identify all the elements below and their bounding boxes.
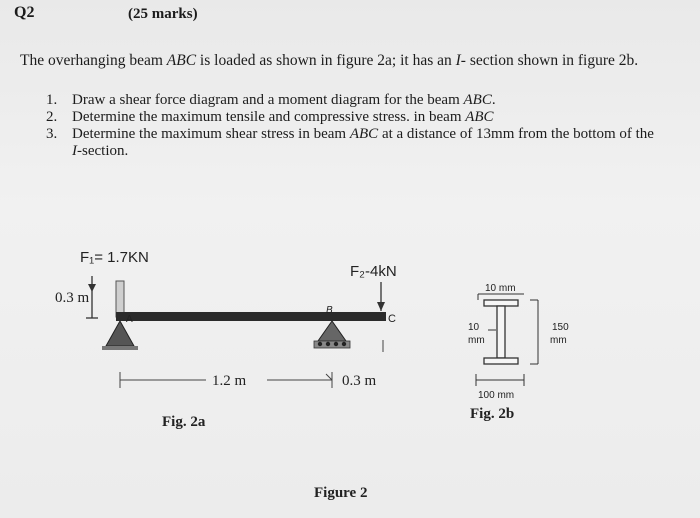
bottom-flange xyxy=(484,358,518,364)
figure-caption: Figure 2 xyxy=(314,485,368,501)
marks-label: (25 marks) xyxy=(128,6,198,22)
fig-2a xyxy=(55,249,397,430)
height-label: 150 xyxy=(552,322,569,333)
point-a-label: A xyxy=(126,314,133,325)
ground-a-icon xyxy=(102,346,138,350)
f1-label: F₁= 1.7KN xyxy=(80,249,149,266)
offset-label: 0.3 m xyxy=(55,290,90,306)
web-thickness-unit: mm xyxy=(468,335,485,346)
question-intro: The overhanging beam ABC is loaded as shown in figure 2a; it has an I- section shown in figure 2b. xyxy=(20,52,639,69)
roller-support-b-icon xyxy=(318,321,346,341)
height-unit: mm xyxy=(550,335,567,346)
task-item: 2. Determine the maximum tensile and compressive stress. in beam ABC xyxy=(46,109,494,125)
f1-arrowhead-icon xyxy=(88,284,96,292)
width-label: 100 mm xyxy=(478,390,515,401)
beam xyxy=(116,312,386,321)
point-c-label: C xyxy=(388,313,396,325)
fig-2b xyxy=(468,283,569,422)
point-b-label: B xyxy=(326,305,333,316)
overhang-post xyxy=(116,281,124,317)
top-flange xyxy=(484,300,518,306)
span-bc-label: 0.3 m xyxy=(342,373,377,389)
fig-2b-caption: Fig. 2b xyxy=(470,406,515,422)
web xyxy=(497,306,505,358)
span-ab-label: 1.2 m xyxy=(212,373,247,389)
question-number: Q2 xyxy=(14,4,35,21)
flange-thickness-label: 10 mm xyxy=(485,283,516,294)
web-thickness-label: 10 xyxy=(468,322,480,333)
f2-arrowhead-icon xyxy=(377,302,385,311)
task-item: 1. Draw a shear force diagram and a moment diagram for the beam ABC. xyxy=(46,92,496,108)
task-item: 3. Determine the maximum shear stress in beam ABC at a distance of 13mm from the bottom of the I-section. xyxy=(46,126,654,159)
fig-2a-caption: Fig. 2a xyxy=(162,414,206,430)
f2-label: F₂-4kN xyxy=(350,263,397,280)
